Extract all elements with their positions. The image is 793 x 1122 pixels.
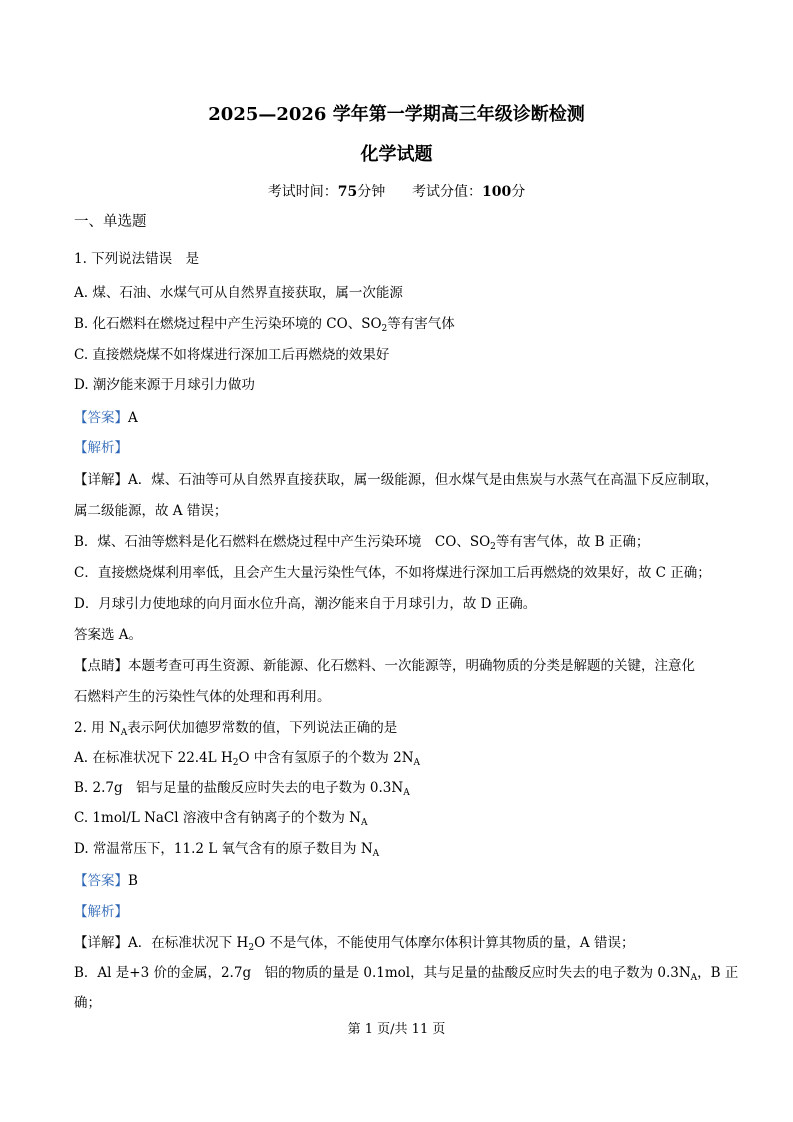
q2-option-a: A. 在标准状况下 22.4L $H_2O$ 中含有氢原子的个数为 $2N_A$ [74,750,421,768]
q1-detail-1: 【详解】A．煤、石油等可从自然界直接获取，属一级能源，但水煤气是由焦炭与水蒸气在高温下反应制取， [74,472,719,488]
q1-detail-3: B．煤、石油等燃料是化石燃料在燃烧过程中产生污染环境 CO、$SO_2$等有害气体，故 B 正确； [74,534,650,552]
q2-answer: 【答案】B [74,873,138,889]
exam-title: 2025—2026 学年第一学期高三年级诊断检测 [208,104,585,125]
score-unit: 分 [511,184,526,200]
q2-detail-2: B．Al 是+3 价的金属，2.7g 铝的物质的量是 0.1mol，其与足量的盐酸反应时失去的电子数为 $0.3N_A$，B 正 [74,965,739,983]
q1-detail-2: 属二级能源，故 A 错误； [74,503,228,519]
q2-analysis-tag: 【解析】 [74,904,128,920]
exam-time-value: 75 [337,184,358,200]
answer-tag: 【答案】 [74,873,128,889]
q2-option-d: D. 常温常压下，11.2 L 氧气含有的原子数目为 $N_A$ [74,841,380,859]
q1-detail-5: D．月球引力使地球的向月面水位升高，潮汐能来自于月球引力，故 D 正确。 [74,596,537,612]
q2-option-c: C. 1mol/L NaCl 溶液中含有钠离子的个数为 $N_A$ [74,810,368,828]
exam-time-unit: 分钟 [357,184,386,200]
q2-stem: 2. 用 $N_A$表示阿伏加德罗常数的值，下列说法正确的是 [74,720,398,738]
exam-meta [0,181,793,201]
q1-option-d: D. 潮汐能来源于月球引力做功 [74,377,255,393]
q1-answer: 【答案】A [74,410,138,426]
q1-comment-2: 石燃料产生的污染性气体的处理和再利用。 [74,689,331,705]
q1-detail-4: C．直接燃烧煤利用率低，且会产生大量污染性气体，不如将煤进行深加工后再燃烧的效果好，故 C 正确； [74,565,711,581]
q2-option-b: B. 2.7g 铝与足量的盐酸反应时失去的电子数为 $0.3N_A$ [74,780,410,798]
subject-title: 化学试题 [360,144,433,165]
q2-detail-3: 确； [74,995,101,1011]
answer-tag: 【答案】 [74,410,128,426]
q1-option-a: A. 煤、石油、水煤气可从自然界直接获取，属一次能源 [74,285,403,301]
exam-time-label: 考试时间： [267,184,338,200]
q1-option-c: C. 直接燃烧煤不如将煤进行深加工后再燃烧的效果好 [74,347,390,363]
q1-comment-1: 【点睛】本题考查可再生资源、新能源、化石燃料、一次能源等，明确物质的分类是解题的关键，注意化 [74,658,695,674]
q1-option-b: B. 化石燃料在燃烧过程中产生污染环境的 CO、$SO_2$等有害气体 [74,316,455,334]
q1-conclusion: 答案选 A。 [74,627,143,643]
q2-detail-1: 【详解】A．在标准状况下 $H_2O$ 不是气体，不能使用气体摩尔体积计算其物质的量，A 错误； [74,935,635,953]
q1-stem: 1. 下列说法错误 是 [74,251,200,267]
page-footer: 第 1 页/共 11 页 [347,1022,446,1037]
score-label: 考试分值： [411,184,482,200]
q1-analysis-tag: 【解析】 [74,440,128,456]
section-title: 一、单选题 [74,214,147,230]
score-value: 100 [481,184,512,200]
